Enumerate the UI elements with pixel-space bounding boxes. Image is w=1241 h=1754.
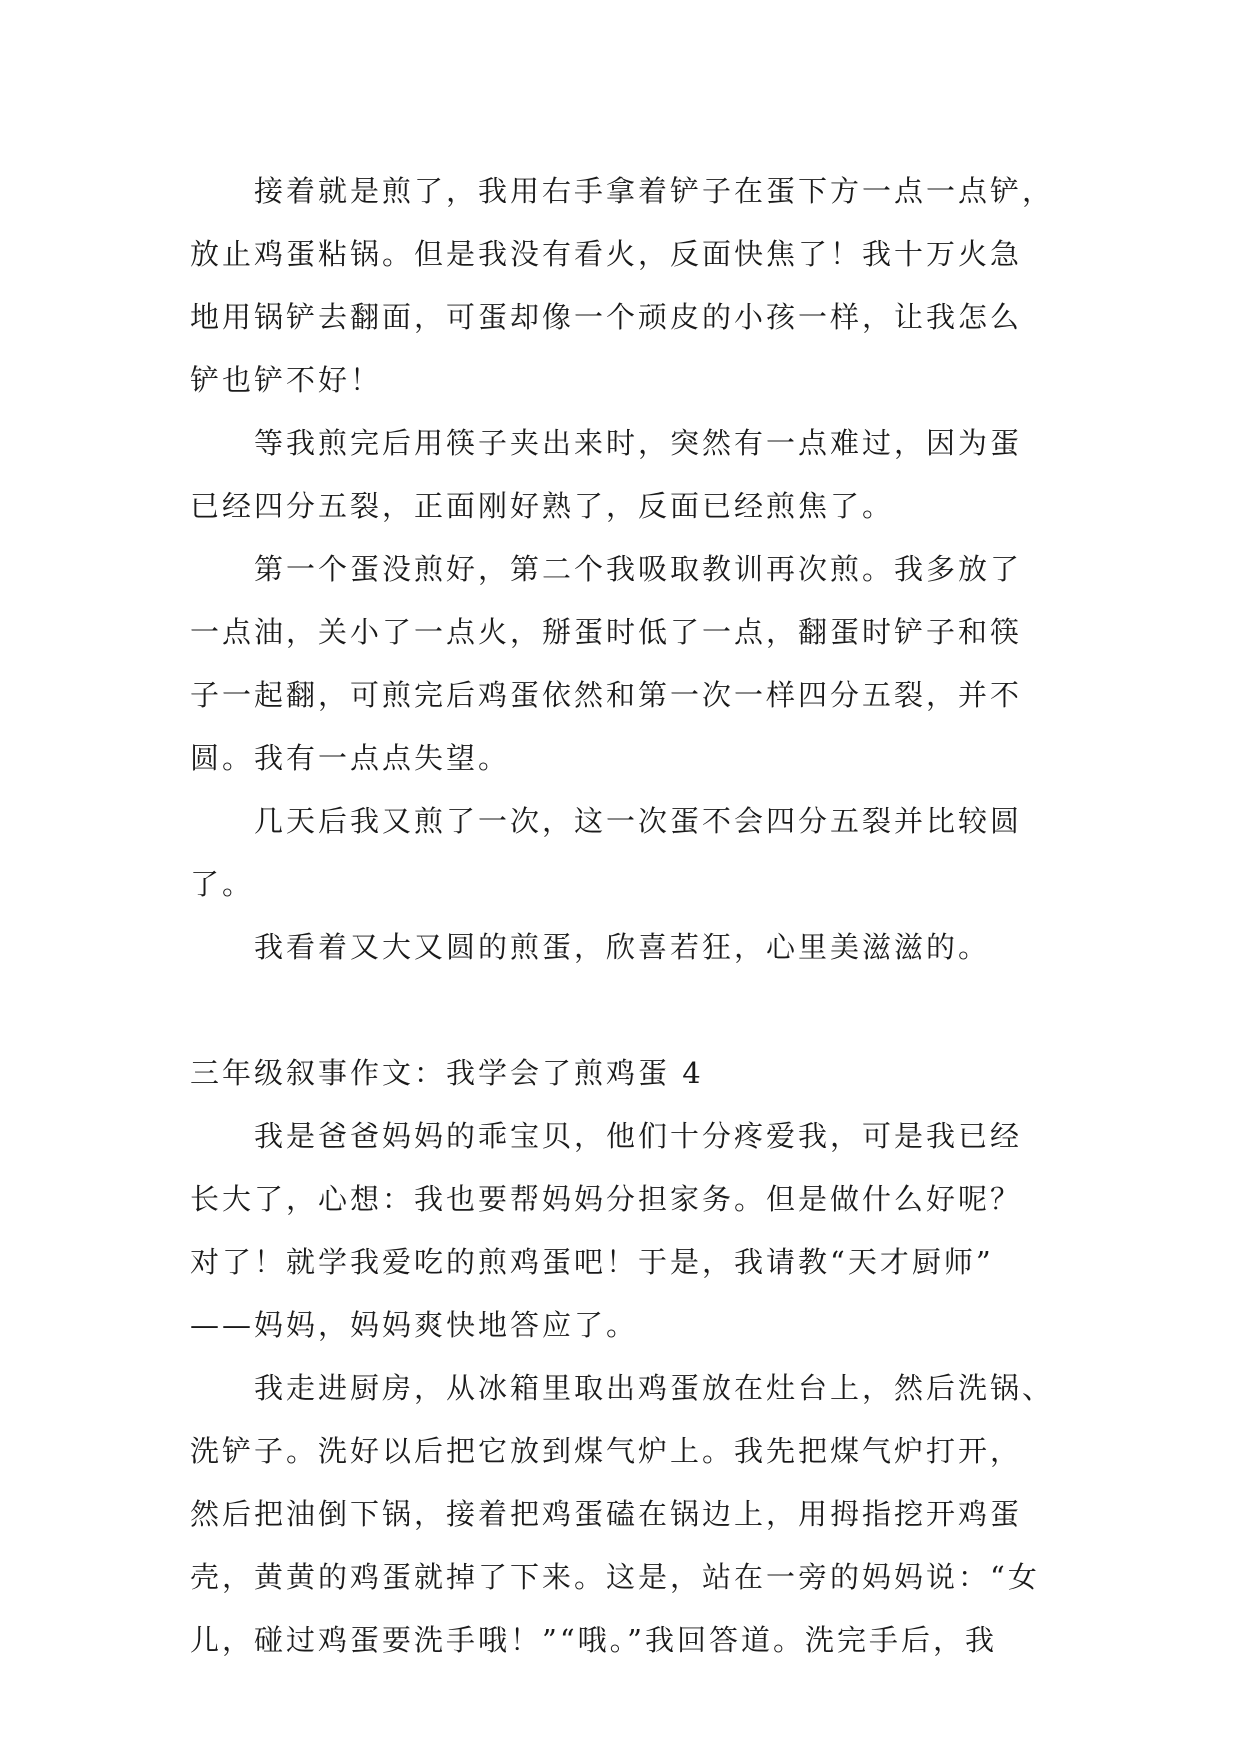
text-line: 圆。我有一点点失望。 [190,741,511,775]
text-line: ——妈妈，妈妈爽快地答应了。 [190,1308,639,1342]
text-line: 几天后我又煎了一次，这一次蛋不会四分五裂并比较圆 [254,804,1023,838]
text-line: 我看着又大又圆的煎蛋，欣喜若狂，心里美滋滋的。 [254,930,991,964]
paragraph-kitchen [190,1357,1090,1672]
text-line: 放止鸡蛋粘锅。但是我没有看火，反面快焦了！我十万火急 [190,237,1023,271]
text-line: 已经四分五裂，正面刚好熟了，反面已经煎焦了。 [190,489,895,523]
text-line: 我是爸爸妈妈的乖宝贝，他们十分疼爱我，可是我已经 [254,1119,1023,1153]
text-line: 等我煎完后用筷子夹出来时，突然有一点难过，因为蛋 [254,426,1023,460]
text-line: 一点油，关小了一点火，掰蛋时低了一点，翻蛋时铲子和筷 [190,615,1023,649]
text-line: 铲也铲不好！ [190,363,383,397]
text-line: 儿，碰过鸡蛋要洗手哦！”“哦。”我回答道。洗完手后，我 [190,1623,997,1657]
text-line: 第一个蛋没煎好，第二个我吸取教训再次煎。我多放了 [254,552,1023,586]
text-line: 地用锅铲去翻面，可蛋却像一个顽皮的小孩一样，让我怎么 [190,300,1023,334]
text-line: 长大了，心想：我也要帮妈妈分担家务。但是做什么好呢？ [190,1182,1023,1216]
paragraph-days-later [190,790,1090,916]
text-line: 我走进厨房，从冰箱里取出鸡蛋放在灶台上，然后洗锅、 [254,1371,1055,1405]
paragraph-frying [190,160,1090,412]
text-line: 接着就是煎了，我用右手拿着铲子在蛋下方一点一点铲， [254,174,1055,208]
paragraph-disappointment [190,412,1090,538]
text-line: 对了！就学我爱吃的煎鸡蛋吧！于是，我请教“天才厨师” [190,1245,994,1279]
essay-heading: 三年级叙事作文：我学会了煎鸡蛋 4 [190,1056,704,1090]
document-body [190,160,1090,1672]
text-line: 子一起翻，可煎完后鸡蛋依然和第一次一样四分五裂，并不 [190,678,1023,712]
section-spacer [190,979,1090,1042]
text-line: 了。 [190,867,255,901]
paragraph-success [190,916,1090,979]
text-line: 壳，黄黄的鸡蛋就掉了下来。这是，站在一旁的妈妈说：“女 [190,1560,1040,1594]
paragraph-second-try [190,538,1090,790]
text-line: 洗铲子。洗好以后把它放到煤气炉上。我先把煤气炉打开， [190,1434,1023,1468]
text-line: 然后把油倒下锅，接着把鸡蛋磕在锅边上，用拇指挖开鸡蛋 [190,1497,1023,1531]
paragraph-intro [190,1105,1090,1357]
